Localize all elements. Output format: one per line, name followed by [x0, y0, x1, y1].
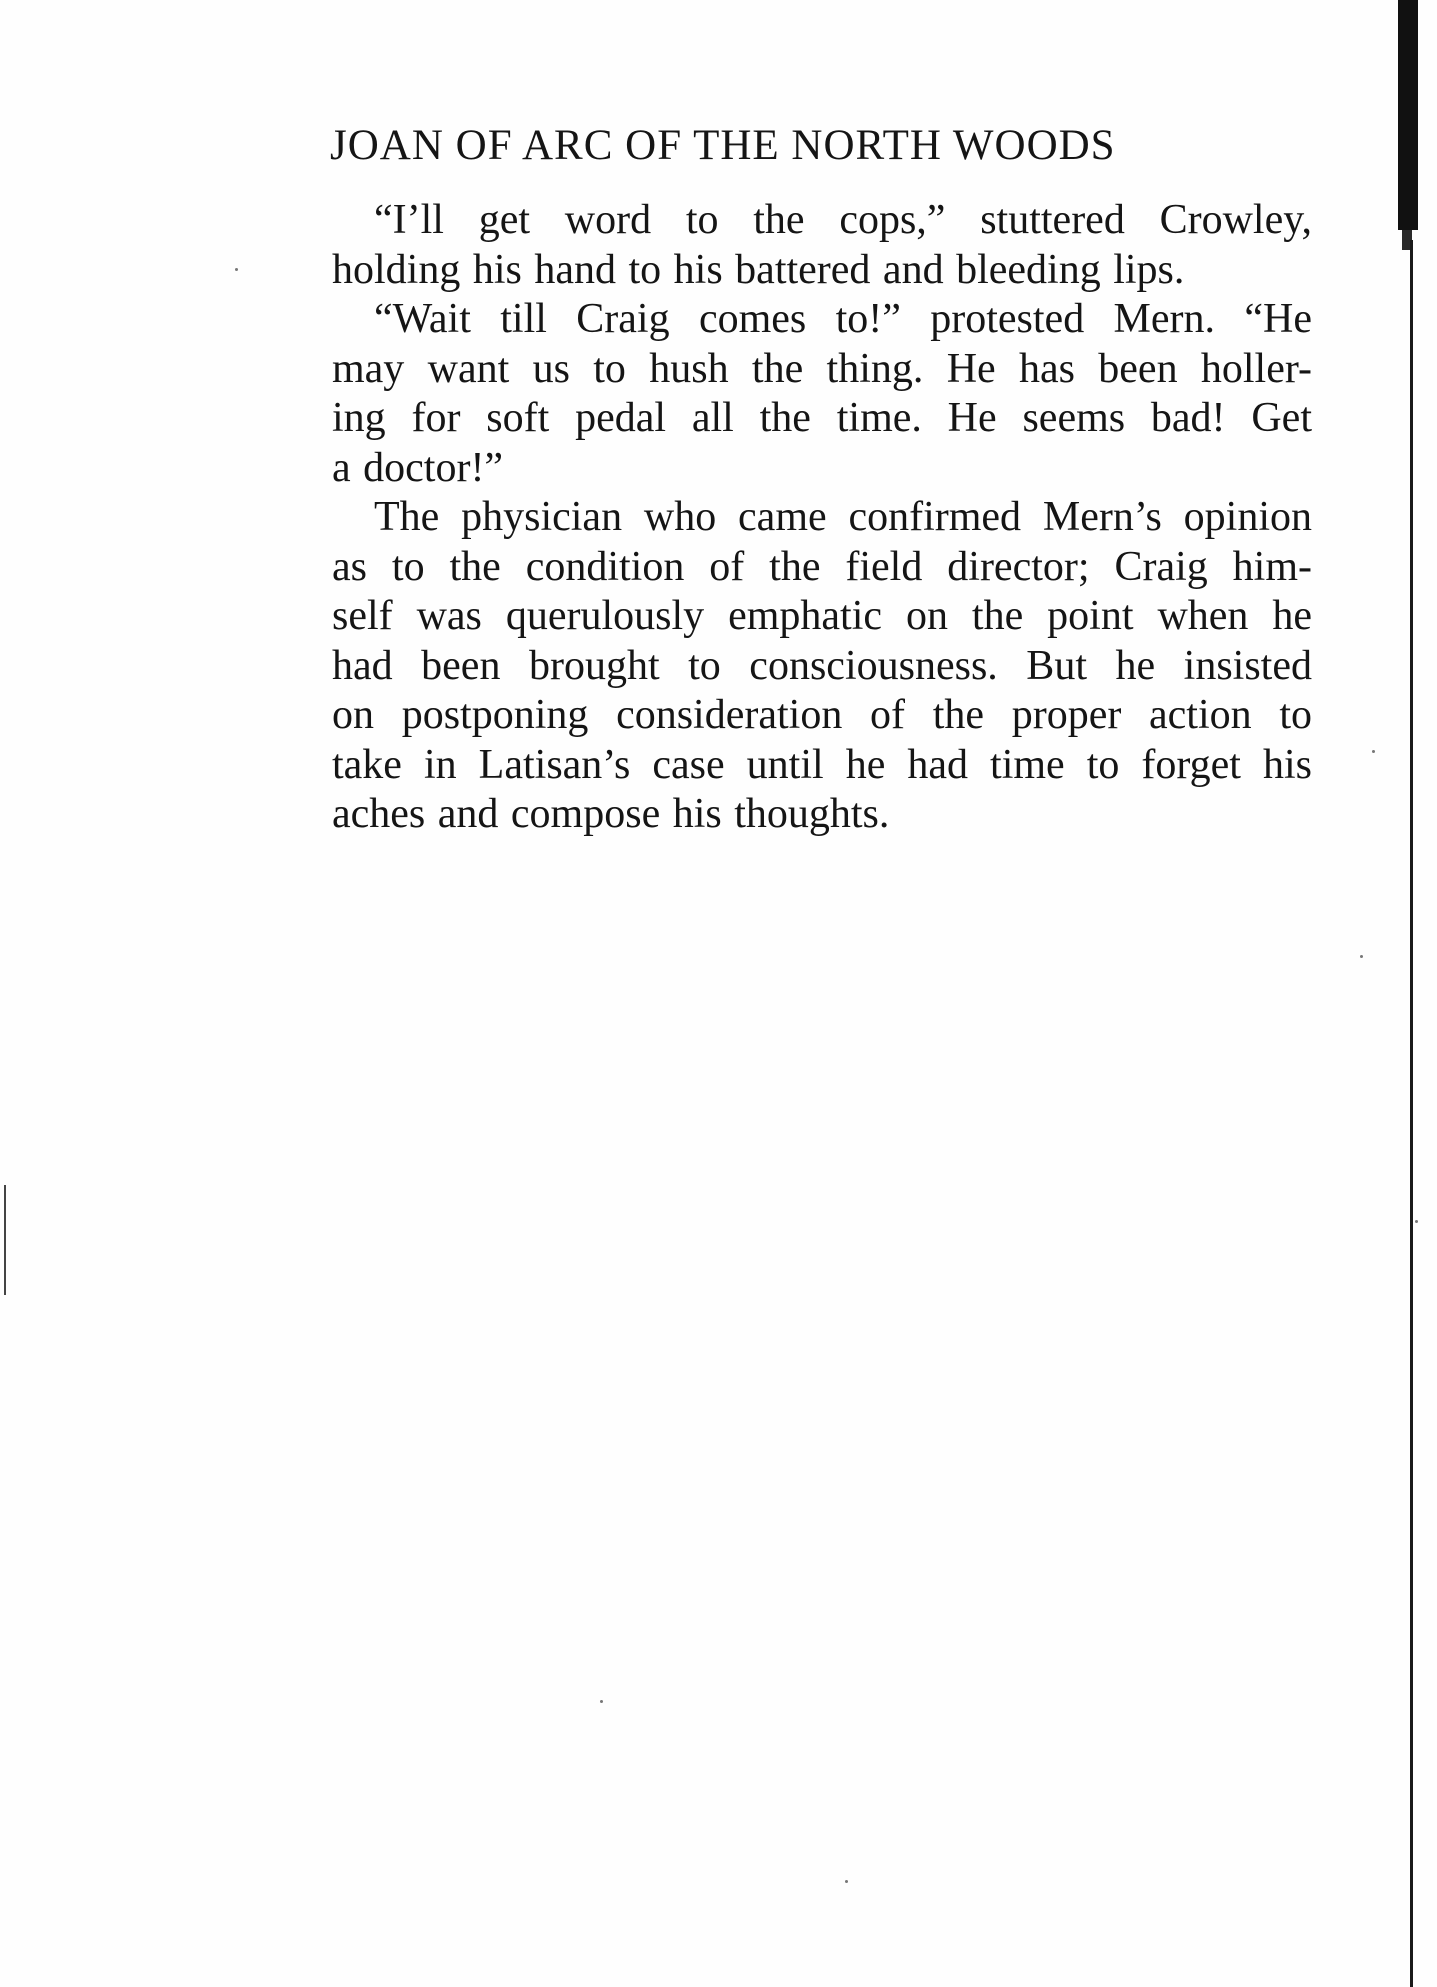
text-line: may want us to hush the thing. He has been holler- [332, 345, 1312, 392]
paragraph-1 [290, 196, 1312, 295]
scan-edge-line [1410, 240, 1413, 1987]
scan-speck [845, 1880, 848, 1883]
paragraph-2 [290, 295, 1312, 493]
scan-speck [1415, 1220, 1418, 1223]
text-line: on postponing consideration of the proper action to [332, 692, 1312, 738]
text-line: as to the condition of the field director; Craig him- [332, 543, 1312, 590]
text-line: “I’ll get word to the cops,” stuttered Crowley, [374, 197, 1312, 243]
text-line: had been brought to consciousness. But he insisted [332, 642, 1312, 689]
text-line: ing for soft pedal all the time. He seems bad! Get [332, 395, 1312, 441]
text-line: The physician who came confirmed Mern’s opinion [374, 494, 1312, 540]
text-line: take in Latisan’s case until he had time to forget his [332, 741, 1312, 788]
text-line: “Wait till Craig comes to!” protested Mern. “He [374, 296, 1312, 342]
scan-speck [600, 1700, 603, 1703]
text-line: a doctor!” [332, 444, 504, 491]
scan-speck [1360, 955, 1363, 958]
text-line: holding his hand to his battered and bleeding lips. [332, 246, 1185, 293]
running-head: JOAN OF ARC OF THE NORTH WOODS [330, 122, 1116, 169]
body-text [290, 196, 1312, 840]
scan-left-mark [4, 1185, 6, 1295]
paragraph-3 [290, 493, 1312, 840]
text-line: aches and compose his thoughts. [332, 791, 890, 837]
scan-edge-shadow [1398, 0, 1418, 230]
scan-speck [235, 268, 238, 271]
scan-speck [1372, 750, 1375, 753]
text-line: self was querulously emphatic on the point when he [332, 593, 1312, 639]
